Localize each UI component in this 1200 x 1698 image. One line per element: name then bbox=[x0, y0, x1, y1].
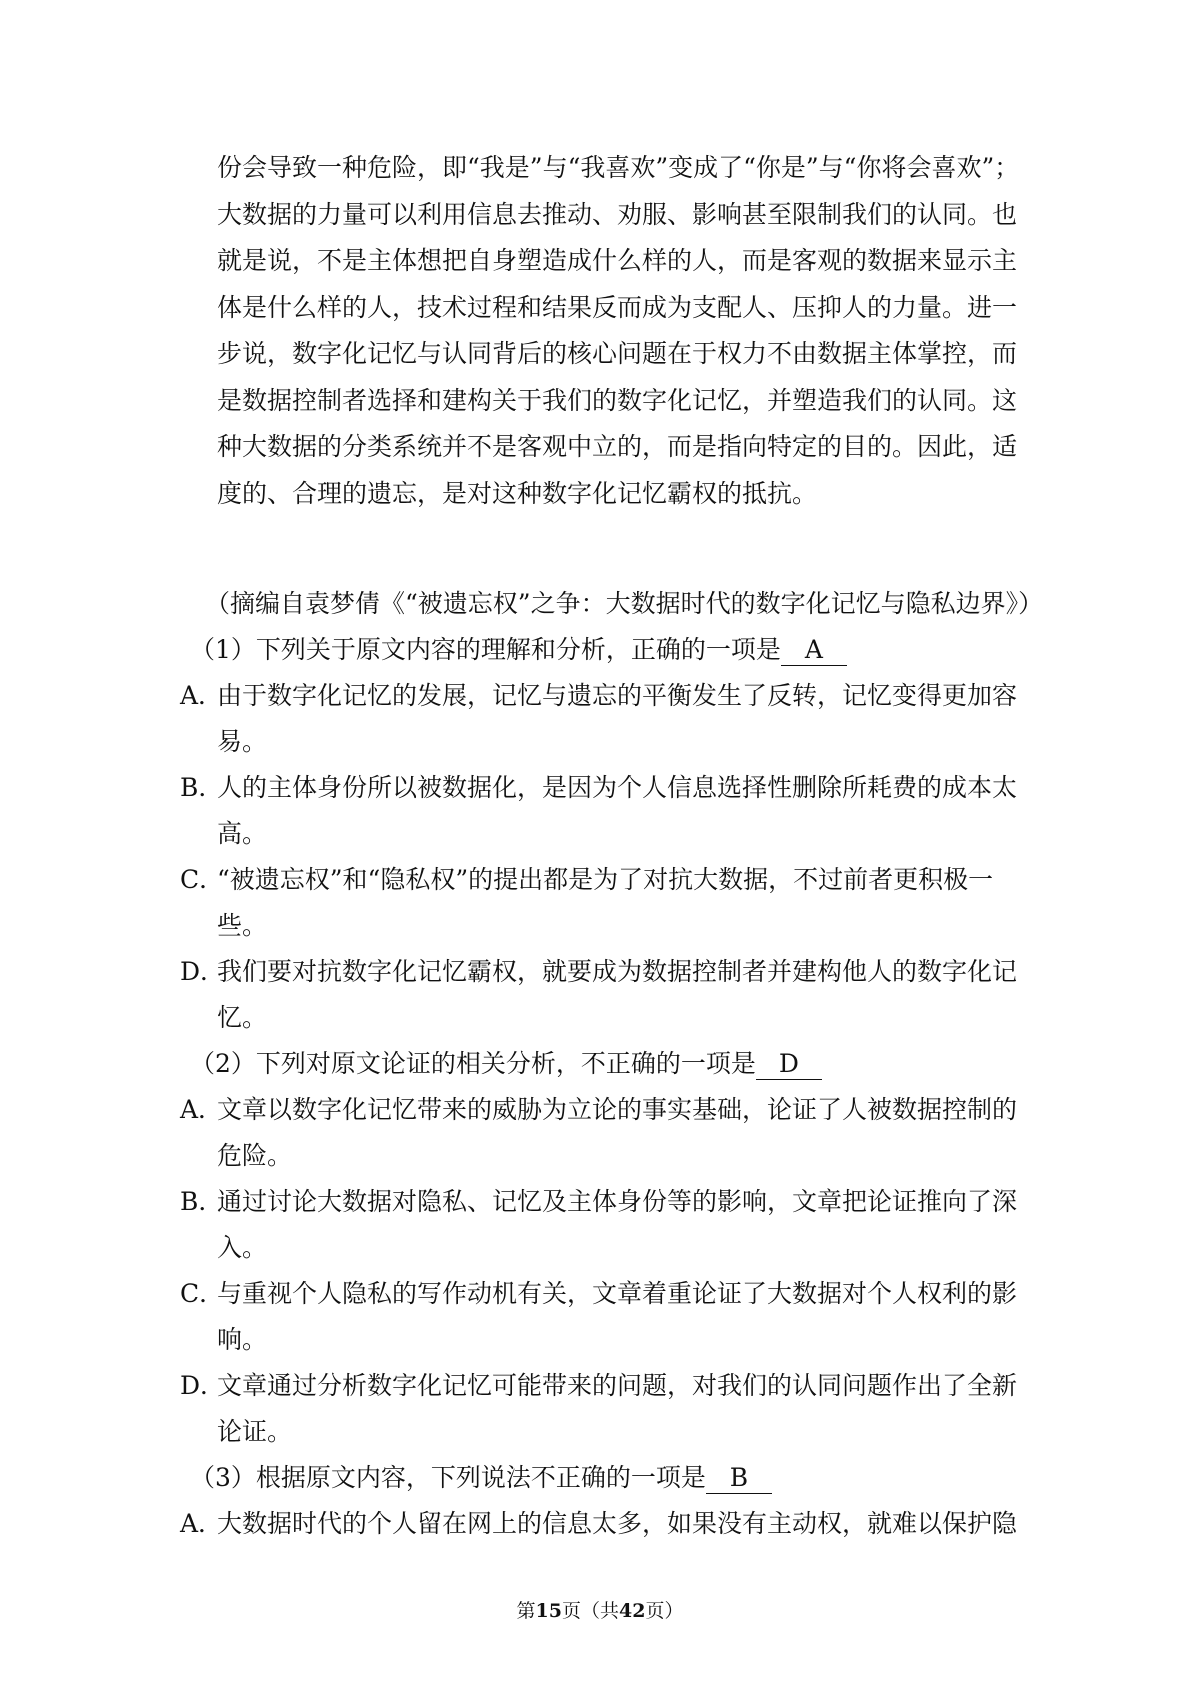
option-a: A．文章以数字化记忆带来的威胁为立论的事实基础，论证了人被数据控制的危险。 bbox=[180, 1095, 1018, 1170]
option-c: C．“被遗忘权”和“隐私权”的提出都是为了对抗大数据，不过前者更积极一些。 bbox=[180, 865, 994, 940]
page-number: 15 bbox=[535, 1600, 562, 1622]
option-a: A．由于数字化记忆的发展，记忆与遗忘的平衡发生了反转，记忆变得更加容易。 bbox=[180, 681, 1018, 756]
option-b: B．通过讨论大数据对隐私、记忆及主体身份等的影响，文章把论证推向了深入。 bbox=[180, 1187, 1018, 1262]
passage bbox=[217, 145, 1027, 517]
answer-blank: A bbox=[781, 635, 847, 666]
question-1 bbox=[180, 627, 1030, 1041]
question-2 bbox=[180, 1041, 1030, 1455]
passage-paragraph: 份会导致一种危险，即“我是”与“我喜欢”变成了“你是”与“你将会喜欢”；大数据的力量可以利用信息去推动、劝服、影响甚至限制我们的认同。也就是说，不是主体想把自身塑造成什么样的人，而是客观的数据来显示主体是什么样的人，技术过程和结果反而成为支配人、压抑人的力量。进一步说，数字化记忆与认同背后的核心问题在于权力不由数据主体掌控，而是数据控制者选择和建构关于我们的数字化记忆，并塑造我们的认同。这种大数据的分类系统并不是客观中立的，而是指向特定的目的。因此，适度的、合理的遗忘，是对这种数字化记忆霸权的抵抗。 bbox=[217, 153, 1020, 508]
option-c: C．与重视个人隐私的写作动机有关，文章着重论证了大数据对个人权利的影响。 bbox=[180, 1279, 1018, 1354]
question-stem: （3）根据原文内容，下列说法不正确的一项是 B bbox=[180, 1455, 1030, 1501]
page-total: 42 bbox=[619, 1600, 646, 1622]
option-d: D．文章通过分析数字化记忆可能带来的问题，对我们的认同问题作出了全新论证。 bbox=[180, 1371, 1018, 1446]
question-list bbox=[180, 627, 1030, 1547]
answer-blank: B bbox=[706, 1463, 772, 1494]
source-citation: （摘编自袁梦倩《“被遗忘权”之争：大数据时代的数字化记忆与隐私边界》） bbox=[205, 589, 1044, 618]
question-3 bbox=[180, 1455, 1030, 1547]
option-d: D．我们要对抗数字化记忆霸权，就要成为数据控制者并建构他人的数字化记忆。 bbox=[180, 957, 1018, 1032]
answer-blank: D bbox=[756, 1049, 822, 1080]
option-a: A．大数据时代的个人留在网上的信息太多，如果没有主动权，就难以保护隐 bbox=[180, 1509, 1018, 1538]
option-b: B．人的主体身份所以被数据化，是因为个人信息选择性删除所耗费的成本太高。 bbox=[180, 773, 1018, 848]
question-stem: （1）下列关于原文内容的理解和分析，正确的一项是 A bbox=[180, 627, 1030, 673]
question-stem: （2）下列对原文论证的相关分析，不正确的一项是 D bbox=[180, 1041, 1030, 1087]
page-footer: 第15页（共42页） bbox=[516, 1600, 684, 1622]
